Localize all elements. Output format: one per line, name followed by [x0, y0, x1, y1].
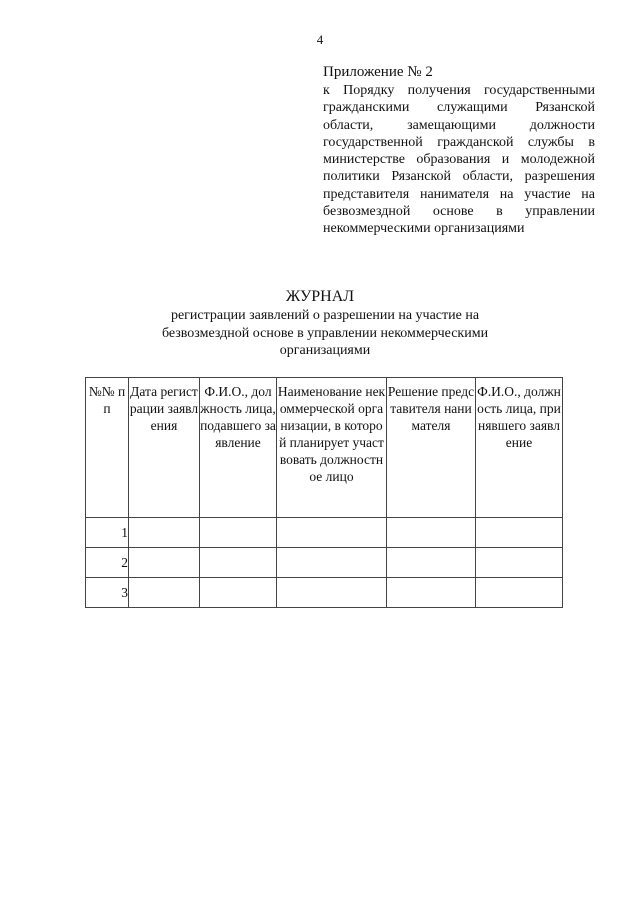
table-cell: [476, 578, 563, 608]
table-cell: [476, 518, 563, 548]
journal-title: ЖУРНАЛ: [285, 288, 355, 305]
column-header-number: №№ пп: [86, 378, 129, 518]
table-cell: [277, 518, 387, 548]
row-number: 2: [86, 548, 129, 578]
table-cell: [277, 578, 387, 608]
column-header-receiver: Ф.И.О., должность лица, принявшего заявление: [476, 378, 563, 518]
column-header-applicant: Ф.И.О., должность лица, подавшего заявление: [200, 378, 277, 518]
appendix-text: к Порядку получения государственными гражданскими служащими Рязанской области, замещающими должности государственной гражданской службы в министерстве образования и молодежной политики Рязанской области, разрешения представителя нанимателя на участие на безвозмездной основе в управлении некоммерческими организациями: [323, 83, 595, 237]
journal-table: [85, 377, 563, 608]
column-header-decision: Решение представителя нанимателя: [387, 378, 476, 518]
row-number: 3: [86, 578, 129, 608]
appendix-block: [323, 62, 595, 238]
table-row: [86, 548, 563, 578]
table-cell: [200, 548, 277, 578]
page-number: 4: [316, 32, 324, 47]
table-cell: [277, 548, 387, 578]
table-row: [86, 578, 563, 608]
row-number: 1: [86, 518, 129, 548]
table-cell: [129, 578, 200, 608]
column-header-date: Дата регистрации заявления: [129, 378, 200, 518]
journal-subtitle: регистрации заявлений о разрешении на участие на безвозмездной основе в управлении некоммерческими организациями: [161, 308, 489, 358]
table-cell: [476, 548, 563, 578]
appendix-title: Приложение № 2: [323, 64, 433, 80]
table-row: [86, 518, 563, 548]
table-cell: [200, 578, 277, 608]
table-cell: [129, 518, 200, 548]
table-cell: [387, 548, 476, 578]
table-cell: [387, 518, 476, 548]
table-cell: [129, 548, 200, 578]
table-header-row: [86, 378, 563, 518]
table-cell: [387, 578, 476, 608]
table-cell: [200, 518, 277, 548]
column-header-organization: Наименование некоммерческой организации, в которой планирует участвовать должностное лицо: [277, 378, 387, 518]
